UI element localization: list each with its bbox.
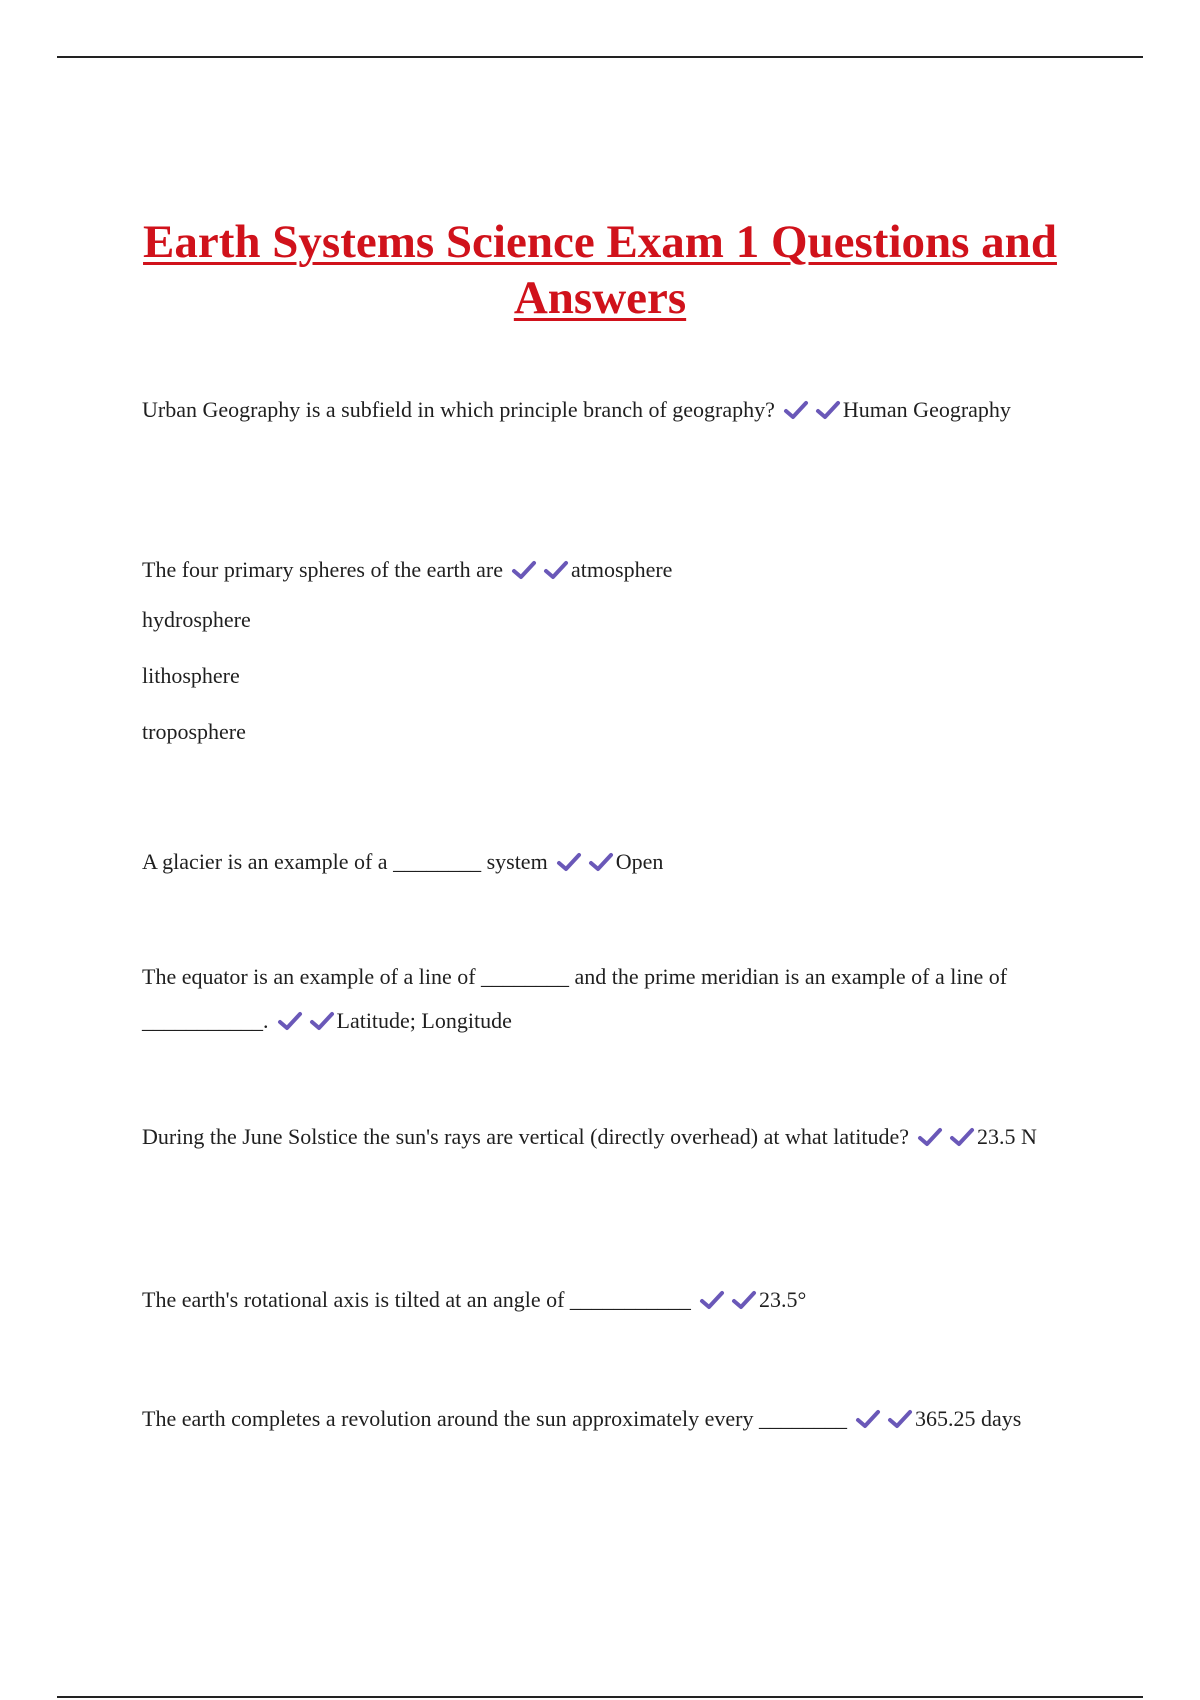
question-text: The equator is an example of a line of ________ and the prime meridian is an example of a line of ___________. — [142, 964, 1008, 1033]
answer-text: 23.5° — [758, 1287, 807, 1312]
double-check-icon — [855, 1409, 913, 1429]
page-title: Earth Systems Science Exam 1 Questions and Answers — [143, 216, 1057, 324]
double-check-icon — [277, 1011, 335, 1031]
question-text: During the June Solstice the sun's rays are vertical (directly overhead) at what latitude? — [142, 1124, 909, 1149]
qa-item-5 — [142, 1115, 1062, 1159]
answer-extra-line: troposphere — [142, 719, 246, 744]
answer-text: 23.5 N — [976, 1124, 1037, 1149]
top-rule — [57, 56, 1143, 58]
answer-text: Latitude; Longitude — [336, 1008, 512, 1033]
qa-item-2 — [142, 548, 1062, 760]
question-text: The earth's rotational axis is tilted at an angle of ___________ — [142, 1287, 691, 1312]
answer-text: Open — [615, 849, 664, 874]
qa-item-7 — [142, 1397, 1062, 1441]
answer-text: 365.25 days — [915, 1406, 1022, 1431]
double-check-icon — [917, 1127, 975, 1147]
qa-item-3 — [142, 840, 1062, 884]
answer-text: Human Geography — [842, 397, 1011, 422]
double-check-icon — [783, 400, 841, 420]
qa-item-4 — [142, 955, 1062, 1043]
question-text: The earth completes a revolution around the sun approximately every ________ — [142, 1406, 848, 1431]
answer-text: atmosphere — [571, 557, 673, 582]
qa-item-6 — [142, 1278, 1062, 1322]
answer-extra-line: hydrosphere — [142, 607, 251, 632]
answer-extra-line: lithosphere — [142, 663, 240, 688]
qa-item-1 — [142, 388, 1062, 432]
double-check-icon — [699, 1290, 757, 1310]
question-text: Urban Geography is a subfield in which principle branch of geography? — [142, 397, 775, 422]
bottom-rule — [57, 1696, 1143, 1698]
double-check-icon — [556, 852, 614, 872]
double-check-icon — [511, 560, 569, 580]
question-text: The four primary spheres of the earth are — [142, 557, 504, 582]
question-text: A glacier is an example of a ________ system — [142, 849, 548, 874]
